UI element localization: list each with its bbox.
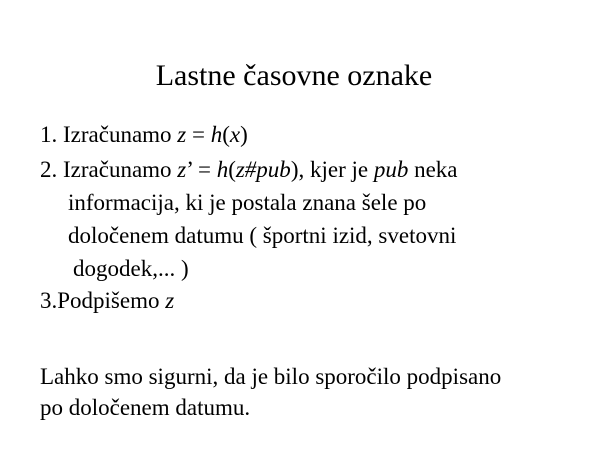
item2-apos-eq: ’ = xyxy=(186,157,217,182)
item3-prefix: 3.Podpišemo xyxy=(40,288,166,313)
list-item-2-line-3: določenem datumu ( športni izid, svetovni xyxy=(68,223,457,248)
item1-var-x: x xyxy=(229,122,241,147)
list-item-2 xyxy=(40,155,458,185)
list-item-2-line-4: dogodek,... ) xyxy=(73,256,189,281)
conclusion-line-2: po določenem datumu. xyxy=(40,395,251,420)
item1-prefix: 1. Izračunamo xyxy=(40,122,178,147)
item2-open: ( xyxy=(228,157,236,182)
item2-prefix: 2. Izračunamo xyxy=(40,157,178,182)
conclusion-line-1: Lahko smo sigurni, da je bilo sporočilo podpisano xyxy=(40,364,502,389)
item2-expr: z#pub xyxy=(235,157,291,182)
item2-pub: pub xyxy=(373,157,409,182)
item1-fn-h: h xyxy=(210,122,223,147)
slide-title: Lastne časovne oznake xyxy=(155,59,433,92)
item2-fn-h: h xyxy=(216,157,229,182)
item1-open: ( xyxy=(222,122,230,147)
item1-close: ) xyxy=(240,122,248,147)
list-item-1 xyxy=(40,120,248,150)
item3-var-z: z xyxy=(165,288,175,313)
item2-tail: neka xyxy=(408,157,458,182)
list-item-2-line-2: informacija, ki je postala znana šele po xyxy=(68,190,427,215)
item1-var-z: z xyxy=(177,122,187,147)
item1-eq: = xyxy=(186,122,211,147)
item2-after: ), kjer je xyxy=(290,157,374,182)
list-item-3 xyxy=(40,286,174,316)
item2-var-z: z xyxy=(177,157,187,182)
